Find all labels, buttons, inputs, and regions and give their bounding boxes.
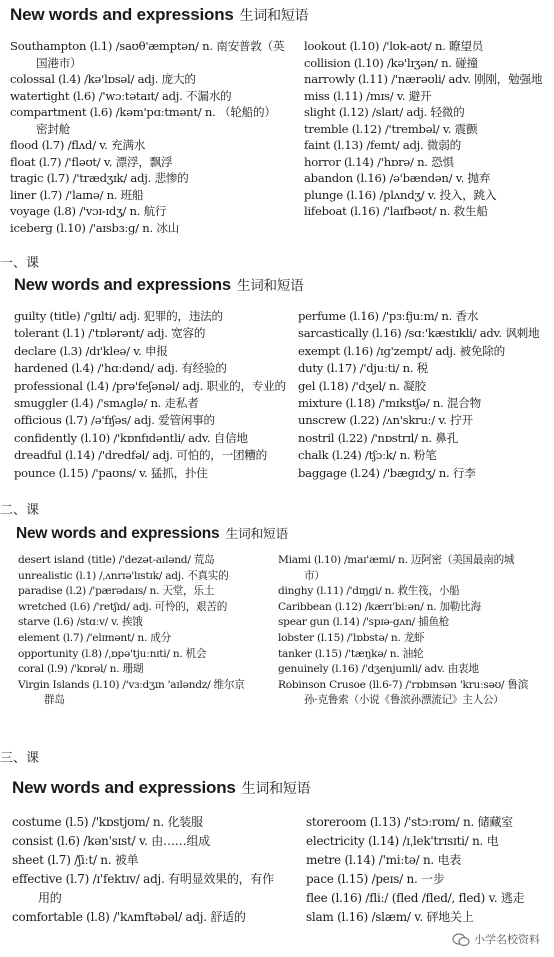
vocab-entry: tanker (l.15) /'tæŋkə/ n. 油轮 — [278, 647, 424, 660]
left-column — [10, 38, 300, 236]
vocab-entry: liner (l.7) /'laɪnə/ n. 班船 — [10, 187, 144, 202]
vocab-entry: paradise (l.2) /'pærədaɪs/ n. 天堂，乐土 — [18, 585, 215, 598]
vocab-entry: comfortable (l.8) /'kʌmftəbəl/ adj. 舒适的 — [12, 910, 246, 924]
vocab-entry: spear gun (l.14) /'spɪə-gʌn/ 捕鱼枪 — [278, 616, 450, 629]
vocab-entry: Virgin Islands (l.10) /'vɜːdʒɪn 'aɪləndz/ 维尔京 群岛 — [18, 678, 245, 707]
lesson-label: 一、课 — [0, 256, 40, 271]
vocab-entry: wretched (l.6) /'retʃɪd/ adj. 可怜的，艰苦的 — [18, 600, 228, 613]
left-column — [18, 553, 280, 709]
vocab-entry: confidently (l.10) /'kɒnfɪdəntli/ adv. 自信地 — [14, 430, 248, 445]
vocab-entry: float (l.7) /'fləʊt/ v. 漂浮，飘浮 — [10, 154, 173, 169]
vocab-entry: iceberg (l.10) /'aɪsbɜːg/ n. 冰山 — [10, 220, 180, 235]
vocab-entry: tragic (l.7) /'trædʒɪk/ adj. 悲惨的 — [10, 171, 189, 185]
vocab-entry: horror (l.14) /'hɒrə/ n. 恐惧 — [304, 154, 454, 169]
vocab-entry: nostril (l.22) /'nɒstrɪl/ n. 鼻孔 — [298, 430, 458, 445]
vocab-entry: flee (l.16) /fliː/ (fled /fled/, fled) v. 逃走 — [306, 891, 525, 905]
vocab-entry: perfume (l.16) /'pɜːfjuːm/ n. 香水 — [298, 309, 479, 323]
section-heading: New words and expressions 生词和短语 — [16, 525, 288, 542]
section-heading: New words and expressions 生词和短语 — [14, 276, 304, 294]
section-heading: New words and expressions 生词和短语 — [10, 5, 309, 24]
vocab-entry: dreadful (l.14) /'dredfəl/ adj. 可怕的，一团糟的 — [14, 448, 268, 463]
vocab-entry: costume (l.5) /'kɒstjʊm/ n. 化装服 — [12, 815, 203, 829]
vocab-entry: genuinely (l.16) /'dʒenjuɪnli/ adv. 由衷地 — [278, 663, 479, 676]
vocab-entry: tremble (l.12) /'trembəl/ v. 震颤 — [304, 121, 478, 136]
vocab-entry: slam (l.16) /slæm/ v. 砰地关上 — [306, 910, 474, 924]
vocab-entry: watertight (l.6) /'wɔːtətaɪt/ adj. 不漏水的 — [10, 88, 232, 103]
section-heading: New words and expressions 生词和短语 — [12, 778, 311, 797]
left-column — [14, 308, 296, 482]
right-column — [306, 813, 552, 927]
right-column — [304, 38, 552, 220]
vocab-entry: mixture (l.18) /'mɪkstʃə/ n. 混合物 — [298, 396, 481, 411]
vocab-entry: opportunity (l.8) /ˌɒpə'tjuːnɪti/ n. 机会 — [18, 647, 207, 660]
vocab-entry: lookout (l.10) /'lʊk-aʊt/ n. 瞭望员 — [304, 39, 484, 53]
vocab-entry: guilty (title) /'gɪlti/ adj. 犯罪的，违法的 — [14, 309, 223, 323]
vocab-entry: dinghy (l.11) /'dɪŋgi/ n. 救生筏，小船 — [278, 585, 460, 598]
vocab-section-4 — [0, 745, 554, 957]
vocab-entry: unscrew (l.22) /ʌn'skruː/ v. 拧开 — [298, 413, 473, 428]
vocab-entry: gel (l.18) /'dʒel/ n. 凝胶 — [298, 378, 426, 393]
vocab-entry: flood (l.7) /flʌd/ v. 充满水 — [10, 138, 146, 152]
lesson-label: 二、课 — [0, 503, 40, 518]
vocab-entry: compartment (l.6) /kəm'pɑːtmənt/ n. （轮船的） 密封舱 — [10, 105, 276, 136]
vocab-entry: duty (l.17) /'djuːti/ n. 税 — [298, 361, 429, 376]
vocab-entry: miss (l.11) /mɪs/ v. 避开 — [304, 88, 432, 103]
vocab-entry: baggage (l.24) /'bægɪdʒ/ n. 行李 — [298, 465, 476, 480]
vocab-entry: voyage (l.8) /'vɔɪ-ɪdʒ/ n. 航行 — [10, 204, 167, 218]
vocab-entry: smuggler (l.4) /'smʌglə/ n. 走私者 — [14, 396, 199, 411]
vocab-entry: lifeboat (l.16) /'laɪfbəʊt/ n. 救生船 — [304, 204, 488, 218]
vocab-entry: coral (l.9) /'kɒrəl/ n. 珊瑚 — [18, 663, 144, 676]
right-column — [298, 308, 552, 482]
vocab-entry: professional (l.4) /prə'feʃənəl/ adj. 职业的，专业的 — [14, 378, 286, 393]
vocab-entry: abandon (l.16) /ə'bændən/ v. 抛弃 — [304, 171, 491, 185]
vocab-section-3 — [0, 497, 554, 727]
vocab-entry: pounce (l.15) /'paʊns/ v. 猛抓，扑住 — [14, 465, 208, 480]
vocab-entry: element (l.7) /'elɪmənt/ n. 成分 — [18, 631, 171, 644]
vocab-entry: storeroom (l.13) /'stɔːrʊm/ n. 储藏室 — [306, 815, 513, 829]
wechat-icon — [452, 933, 470, 947]
vocab-section-2 — [0, 250, 554, 490]
vocab-entry: Robinson Crusoe (ll.6-7) /'rɒbɪnsən 'kruːsəʊ/ 鲁滨 孙·克鲁索（小说《鲁滨孙漂流记》主人公） — [278, 678, 529, 707]
vocab-entry: starve (l.6) /stɑːv/ v. 挨饿 — [18, 616, 143, 629]
vocab-entry: exempt (l.16) /ɪg'zempt/ adj. 被免除的 — [298, 343, 505, 358]
vocab-entry: chalk (l.24) /tʃɔːk/ n. 粉笔 — [298, 448, 437, 463]
vocab-entry: tolerant (l.1) /'tɒlərənt/ adj. 宽容的 — [14, 326, 206, 341]
vocab-entry: colossal (l.4) /kə'lɒsəl/ adj. 庞大的 — [10, 72, 196, 86]
watermark-text: 小学名校资料 — [474, 933, 540, 946]
vocab-entry: declare (l.3) /dɪ'kleə/ v. 申报 — [14, 343, 168, 358]
vocab-entry: desert island (title) /'dezət-aɪlənd/ 荒岛 — [18, 554, 215, 566]
vocab-section-1 — [0, 0, 554, 245]
left-column — [12, 813, 300, 927]
vocab-entry: effective (l.7) /ɪ'fektɪv/ adj. 有明显效果的，有作 用的 — [12, 872, 274, 905]
vocab-entry: consist (l.6) /kən'sɪst/ v. 由……组成 — [12, 834, 210, 848]
vocab-entry: lobster (l.15) /'lɒbstə/ n. 龙虾 — [278, 631, 425, 644]
watermark — [452, 931, 540, 947]
vocab-entry: narrowly (l.11) /'nærəʊli/ adv. 刚刚，勉强地 — [304, 72, 543, 86]
vocab-entry: plunge (l.16) /plʌndʒ/ v. 投入，跳入 — [304, 187, 497, 202]
lesson-label: 三、课 — [0, 751, 40, 766]
vocab-entry: collision (l.10) /kə'lɪʒən/ n. 碰撞 — [304, 55, 478, 70]
vocab-entry: officious (l.7) /ə'fɪʃəs/ adj. 爱管闲事的 — [14, 413, 215, 428]
vocab-entry: metre (l.14) /'miːtə/ n. 电表 — [306, 853, 462, 867]
vocab-entry: faint (l.13) /feɪnt/ adj. 微弱的 — [304, 138, 461, 152]
right-column — [278, 553, 552, 709]
vocab-entry: Caribbean (l.12) /kærɪ'biːən/ n. 加勒比海 — [278, 600, 481, 613]
vocab-entry: pace (l.15) /peɪs/ n. 一步 — [306, 872, 445, 886]
vocab-entry: unrealistic (l.1) /ˌʌnrɪə'lɪstɪk/ adj. 不真实的 — [18, 569, 229, 582]
vocab-entry: Southampton (l.1) /saʊθ'æmptən/ n. 南安普敦（英 国港市） — [10, 39, 285, 70]
vocab-entry: Miami (l.10) /maɪ'æmi/ n. 迈阿密（美国最南的城 市） — [278, 554, 515, 582]
vocab-entry: electricity (l.14) /ɪˌlek'trɪsɪti/ n. 电 — [306, 834, 499, 848]
vocab-entry: slight (l.12) /slaɪt/ adj. 轻微的 — [304, 105, 465, 119]
vocab-entry: hardened (l.4) /'hɑːdənd/ adj. 有经验的 — [14, 361, 227, 376]
vocab-entry: sheet (l.7) /ʃiːt/ n. 被单 — [12, 853, 139, 867]
vocab-entry: sarcastically (l.16) /sɑː'kæstɪkli/ adv. 讽刺地 — [298, 326, 540, 341]
